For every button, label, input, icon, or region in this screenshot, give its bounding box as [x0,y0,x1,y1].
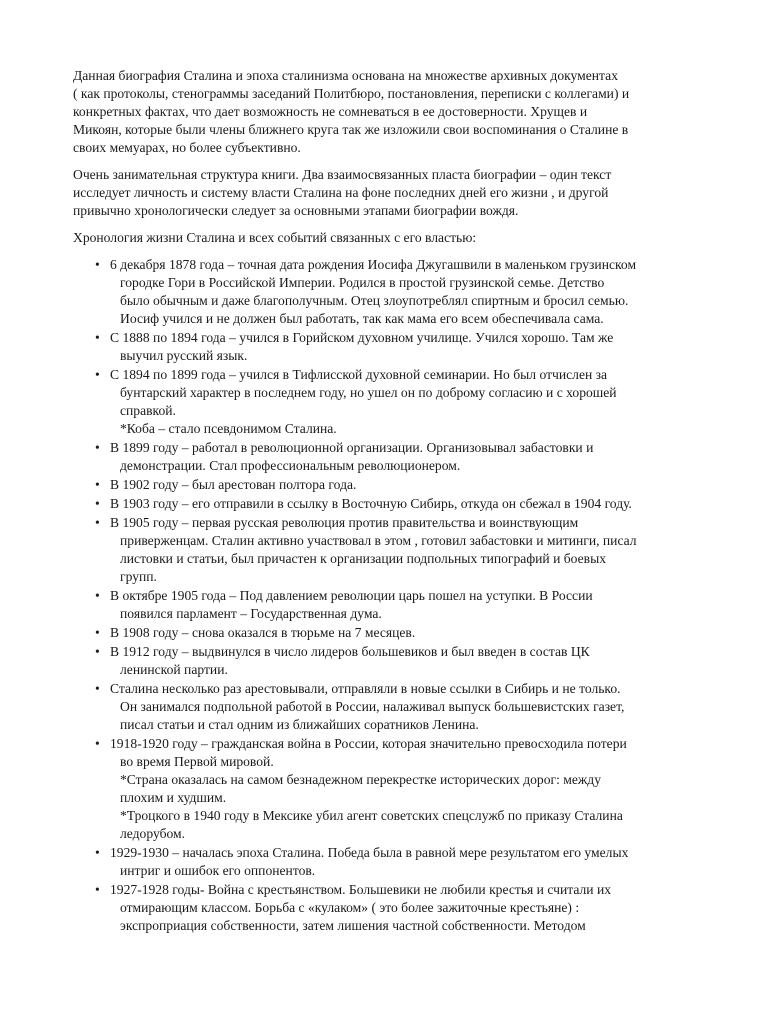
bullet-icon: • [95,477,100,492]
bullet-icon: • [95,330,100,345]
list-item [73,256,723,328]
list-item-line: бунтарский характер в последнем году, но ушел он по доброму согласию и с хорошей [120,385,617,400]
bullet-icon: • [95,257,100,272]
list-item-line: В октябре 1905 года – Под давлением революции царь пошел на уступки. В России [110,588,593,603]
paragraph [73,67,723,157]
list-item-line: В 1903 году – его отправили в ссылку в Восточную Сибирь, откуда он сбежал в 1904 году. [110,496,632,511]
bullet-icon: • [95,367,100,382]
list-item-line: справкой. [120,403,176,418]
bullet-icon: • [95,440,100,455]
paragraph-line: Микоян, которые были члены ближнего круга так же изложили свои воспоминания о Сталине в [73,122,629,137]
list-item-line: 1929-1930 – началась эпоха Сталина. Победа была в равной мере результатом его умелых [110,845,629,860]
list-item-line: Он занимался подпольной работой в России, налаживал выпуск большевистских газет, [120,699,625,714]
list-item-line: листовки и статьи, был причастен к организации подпольных типографий и боевых [120,551,607,566]
list-item [73,329,723,365]
list-item-line: 1918-1920 году – гражданская война в России, которая значительно превосходила потери [110,736,627,751]
paragraph [73,229,723,247]
list-item-line: *Троцкого в 1940 году в Мексике убил агент советских спецслужб по приказу Сталина [120,808,623,823]
list-item-line: групп. [120,569,157,584]
list-item [73,881,723,935]
paragraph-line: своих мемуарах, но более субъективно. [73,140,301,155]
list-item-line: ленинской партии. [120,662,228,677]
list-item-line: писал статьи и стал одним из ближайших соратников Ленина. [120,717,479,732]
list-item-line: появился парламент – Государственная дума. [120,606,382,621]
paragraph-line: ( как протоколы, стенограммы заседаний Политбюро, постановления, переписки с коллегами) и [73,86,630,101]
list-item [73,514,723,586]
paragraph-line: Хронология жизни Сталина и всех событий связанных с его властью: [73,230,477,245]
list-item-line: С 1888 по 1894 года – учился в Горийском духовном училище. Учился хорошо. Там же [110,330,614,345]
list-item-line: Сталина несколько раз арестовывали, отправляли в новые ссылки в Сибирь и не только. [110,681,621,696]
document-page [73,67,723,936]
list-item-line: ледорубом. [120,826,186,841]
paragraph-line: Данная биография Сталина и эпоха сталинизма основана на множестве архивных документах [73,68,618,83]
list-item-line: 6 декабря 1878 года – точная дата рождения Иосифа Джугашвили в маленьком грузинском [110,257,637,272]
list-item-line: В 1902 году – был арестован полтора года. [110,477,357,492]
chronology-list [73,256,723,935]
list-item-line: во время Первой мировой. [120,754,274,769]
list-item-line: В 1905 году – первая русская революция против правительства и воинствующим [110,515,579,530]
list-item-line: В 1899 году – работал в революционной организации. Организовывал забастовки и [110,440,594,455]
bullet-icon: • [95,496,100,511]
bullet-icon: • [95,681,100,696]
list-item [73,735,723,843]
paragraph [73,166,723,220]
paragraph-line: Очень занимательная структура книги. Два взаимосвязанных пласта биографии – один текст [73,167,612,182]
list-item-line: *Страна оказалась на самом безнадежном перекрестке исторических дорог: между [120,772,602,787]
list-item [73,624,723,642]
list-item [73,680,723,734]
list-item-line: экспроприация собственности, затем лишения частной собственности. Методом [120,918,586,933]
list-item-line: 1927-1928 годы- Война с крестьянством. Большевики не любили крестья и считали их [110,882,612,897]
list-item-line: Иосиф учился и не должен был работать, так как мама его всем обеспечивала сама. [120,311,604,326]
intro-paragraphs [73,67,723,247]
list-item [73,439,723,475]
list-item-line: С 1894 по 1899 года – учился в Тифлисской духовной семинарии. Но был отчислен за [110,367,608,382]
list-item-line: плохим и худшим. [120,790,227,805]
bullet-icon: • [95,845,100,860]
list-item-line: В 1908 году – снова оказался в тюрьме на 7 месяцев. [110,625,416,640]
list-item [73,844,723,880]
bullet-icon: • [95,515,100,530]
list-item [73,366,723,438]
paragraph-line: конкретных фактах, что дает возможность не сомневаться в ее достоверности. Хрущев и [73,104,588,119]
list-item-line: выучил русский язык. [120,348,248,363]
list-item-line: городке Гори в Российской Империи. Родился в простой грузинской семье. Детство [120,275,605,290]
bullet-icon: • [95,625,100,640]
list-item-line: В 1912 году – выдвинулся в число лидеров большевиков и был введен в состав ЦК [110,644,590,659]
bullet-icon: • [95,736,100,751]
list-item [73,495,723,513]
bullet-icon: • [95,588,100,603]
list-item [73,476,723,494]
list-item-line: приверженцам. Сталин активно участвовал в этом , готовил забастовки и митинги, писал [120,533,637,548]
paragraph-line: исследует личность и систему власти Сталина на фоне последних дней его жизни , и другой [73,185,609,200]
list-item-line: было обычным и даже благополучным. Отец злоупотреблял спиртным и бросил семью. [120,293,629,308]
paragraph-line: привычно хронологически следует за основными этапами биографии вождя. [73,203,519,218]
list-item-line: отмирающим классом. Борьба с «кулаком» ( это более зажиточные крестьяне) : [120,900,580,915]
list-item-line: интриг и ошибок его оппонентов. [120,863,316,878]
bullet-icon: • [95,644,100,659]
list-item-line: *Коба – стало псевдонимом Сталина. [120,421,337,436]
list-item [73,643,723,679]
list-item-line: демонстрации. Стал профессиональным революционером. [120,458,461,473]
list-item [73,587,723,623]
bullet-icon: • [95,882,100,897]
